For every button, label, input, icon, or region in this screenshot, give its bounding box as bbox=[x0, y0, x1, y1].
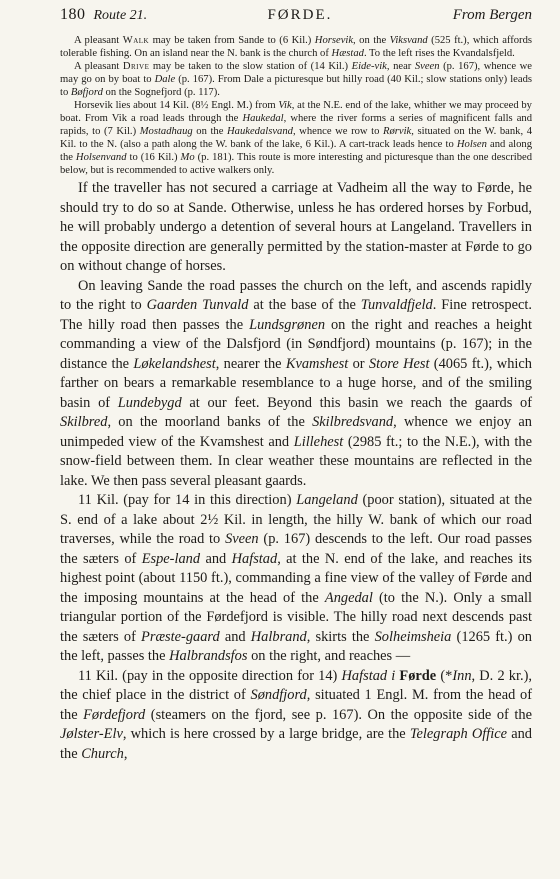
text-run: Vik bbox=[278, 100, 292, 111]
text-run: A pleasant bbox=[74, 61, 123, 72]
main-paragraph bbox=[60, 179, 532, 277]
text-run: (steamers on the fjord, see p. 167). On the opposite side of the bbox=[145, 706, 532, 723]
text-run: at our feet. Beyond this basin we reach the gaards of bbox=[181, 394, 533, 411]
text-run: Langeland bbox=[296, 492, 358, 508]
text-run: , on the bbox=[353, 35, 390, 46]
header-left bbox=[60, 6, 147, 24]
small-paragraph bbox=[60, 60, 532, 99]
text-run: , whence we enjoy an unimpeded view of the Kvamshest and bbox=[60, 414, 532, 450]
main-paragraph bbox=[60, 491, 532, 667]
text-run: , situated 1 Engl. M. from the head of the bbox=[60, 687, 532, 723]
text-run: . Fine retrospect. The hilly road then passes the bbox=[60, 297, 532, 333]
text-run: Skilbred bbox=[60, 414, 108, 430]
route-label: Route 21. bbox=[93, 8, 148, 23]
text-run: (p. 167), whence we may go on by boat to bbox=[60, 61, 532, 85]
text-run: Løkelandshest bbox=[133, 355, 216, 372]
text-run: , D. 2 kr.), the chief place in the district of bbox=[60, 667, 532, 703]
text-run: , on the moorland banks of the bbox=[107, 414, 313, 430]
main-paragraph bbox=[60, 277, 532, 492]
text-run: Holsenvand bbox=[75, 152, 127, 163]
text-run: Inn bbox=[452, 667, 472, 684]
text-run: Lundsgrønen bbox=[249, 316, 326, 333]
text-run: Angedal bbox=[324, 589, 373, 606]
text-run: Bøfjord bbox=[70, 87, 103, 98]
text-run: Sveen bbox=[225, 531, 259, 547]
text-run: (p. 167) descends to the left. Our road passes the sæters of bbox=[60, 531, 533, 567]
text-run: Lundebygd bbox=[117, 394, 182, 411]
text-run: , whence we row to bbox=[292, 126, 383, 137]
text-run: 11 Kil. (pay for 14 in this direction) bbox=[78, 492, 297, 508]
text-run: If the traveller has not secured a carriage at Vadheim all the way to Førde, he should try to do so at Sande. Otherwise, unless he has ordered horses by Forbud, he will probably undergo a detention of several hours at Langeland. Travellers in the opposite direction are generally permitted by the station-master at Førde to go on without change of horses. bbox=[60, 180, 532, 274]
text-run: Viksvand bbox=[389, 35, 428, 46]
text-run: , nearer the bbox=[215, 355, 286, 372]
text-run: Tunvaldfjeld bbox=[360, 297, 433, 313]
text-run: Gaarden Tunvald bbox=[146, 297, 249, 313]
text-run: (poor station), situated at the S. end of a lake about 2½ Kil. in length, the hilly W. bank of which our road traverses, while the road to bbox=[60, 492, 532, 547]
small-print-section bbox=[60, 34, 532, 177]
text-run: Espe-land bbox=[141, 550, 201, 567]
text-run: A pleasant bbox=[74, 35, 123, 46]
text-run: Church bbox=[81, 745, 124, 762]
text-run: Halbrand bbox=[250, 628, 307, 645]
text-run: Jølster-Elv bbox=[60, 726, 123, 742]
text-run: , at the N. end of the lake, and reaches its highest point (about 1150 ft.), commanding a fine view of the valley of Førde and the imposing mountains at the head of the bbox=[60, 550, 532, 606]
text-run: Horsevik lies about 14 Kil. (8½ Engl. M.) from bbox=[74, 100, 279, 111]
text-run: (p. 167). From Dale a picturesque but hilly road (40 Kil.; slow stations only) leads to bbox=[60, 74, 532, 98]
text-run: on the Sognefjord (p. 117). bbox=[102, 87, 220, 98]
text-run: , where the river forms a series of magnificent falls and rapids, to (7 Kil.) bbox=[60, 113, 532, 137]
text-run: Præste-gaard bbox=[141, 628, 220, 645]
text-run: . To the left rises the Kvandalsfjeld. bbox=[363, 48, 515, 59]
running-header bbox=[60, 6, 532, 34]
text-run: Solheimsheia bbox=[374, 628, 452, 645]
text-run: Rørvik bbox=[383, 126, 412, 137]
text-run: , which is here crossed by a large bridge, are the bbox=[122, 726, 410, 742]
text-run: on the right, and reaches — bbox=[247, 648, 411, 664]
text-run: Hæstad bbox=[331, 48, 364, 59]
text-run: Hafstad i bbox=[341, 667, 400, 684]
page-number: 180 bbox=[60, 6, 86, 23]
text-run: to (16 Kil.) bbox=[126, 152, 181, 163]
text-run: Førdefjord bbox=[83, 706, 146, 723]
small-paragraph bbox=[60, 99, 532, 177]
text-run: or bbox=[348, 355, 369, 372]
text-run: and along the bbox=[60, 139, 532, 163]
text-run: Mostadhaug bbox=[139, 126, 193, 137]
text-run: may be taken to the slow station of (14 Kil.) bbox=[149, 61, 352, 72]
text-run: Horsevik bbox=[314, 35, 354, 46]
text-run: , bbox=[123, 745, 128, 762]
text-run: Haukedalsvand bbox=[227, 126, 293, 137]
text-run: Holsen bbox=[456, 139, 487, 150]
text-run: Lillehest bbox=[293, 433, 344, 450]
text-run: Eide-vik bbox=[351, 61, 387, 72]
text-run: Mo bbox=[180, 152, 195, 163]
text-run: Søndfjord bbox=[250, 687, 307, 703]
text-run: Haukedal bbox=[242, 113, 284, 124]
text-run: and bbox=[219, 628, 251, 645]
text-run: , situated on the W. bank, 4 Kil. to the N. (also a path along the W. bank of the lake, 6 Kil.). A cart-track leads hence to bbox=[60, 126, 532, 150]
text-run: , skirts the bbox=[306, 628, 375, 645]
main-text-section bbox=[60, 179, 532, 764]
text-run: On leaving Sande the road passes the church on the left, and ascends rapidly to the right to bbox=[60, 277, 532, 313]
text-run: , at the N.E. end of the lake, whither we may proceed by boat. From Vik a road leads through the bbox=[60, 100, 532, 124]
direction-label: From Bergen bbox=[452, 7, 532, 23]
text-run: Sveen bbox=[414, 61, 440, 72]
text-run: and the bbox=[60, 726, 532, 762]
text-run: Hafstad bbox=[231, 550, 278, 567]
text-run: (525 ft.), which affords tolerable fishing. On an island near the N. bank is the church of bbox=[60, 35, 532, 59]
text-run: 11 Kil. (pay in the opposite direction for 14) bbox=[78, 667, 342, 684]
text-run: Dale bbox=[154, 74, 176, 85]
text-run: Halbrandsfos bbox=[169, 648, 248, 664]
text-run: on the bbox=[192, 126, 228, 137]
main-paragraph bbox=[60, 667, 532, 765]
text-run: (1265 ft.) on the left, passes the bbox=[60, 628, 532, 664]
text-run: may be taken from Sande to (6 Kil.) bbox=[149, 35, 315, 46]
text-run: (p. 181). This route is more interesting and picturesque than the one described below, but is recommended to active walkers only. bbox=[60, 152, 533, 176]
text-run: Førde bbox=[399, 667, 437, 684]
page-title: FØRDE. bbox=[267, 7, 333, 23]
text-run: Kvamshest bbox=[285, 355, 349, 372]
text-run: Walk bbox=[122, 35, 150, 46]
text-run: at the base of the bbox=[248, 297, 361, 313]
text-run: Skilbredsvand bbox=[312, 414, 394, 430]
text-run: , near bbox=[386, 61, 415, 72]
text-run: (to the N.). Only a small triangular portion of the Førdefjord is visible. The hilly road next descends past the sæters of bbox=[60, 589, 532, 645]
text-run: (* bbox=[436, 667, 453, 684]
small-paragraph bbox=[60, 34, 532, 60]
text-run: and bbox=[200, 550, 232, 567]
text-run: (4065 ft.), which farther on bears a remarkable resemblance to a huge horse, and of the smiling basin of bbox=[60, 355, 532, 411]
text-run: (2985 ft.; to the N.E.), with the snow-field between them. In clear weather these mountains are reflected in the lake. We then pass several pleasant gaards. bbox=[60, 433, 532, 489]
text-run: Telegraph Office bbox=[409, 726, 508, 742]
text-run: Drive bbox=[122, 61, 150, 72]
text-run: on the right and reaches a height commanding a view of the Dalsfjord (in Søndfjord) mountains (p. 167); in the distance the bbox=[60, 316, 532, 372]
text-run: Store Hest bbox=[368, 355, 430, 372]
